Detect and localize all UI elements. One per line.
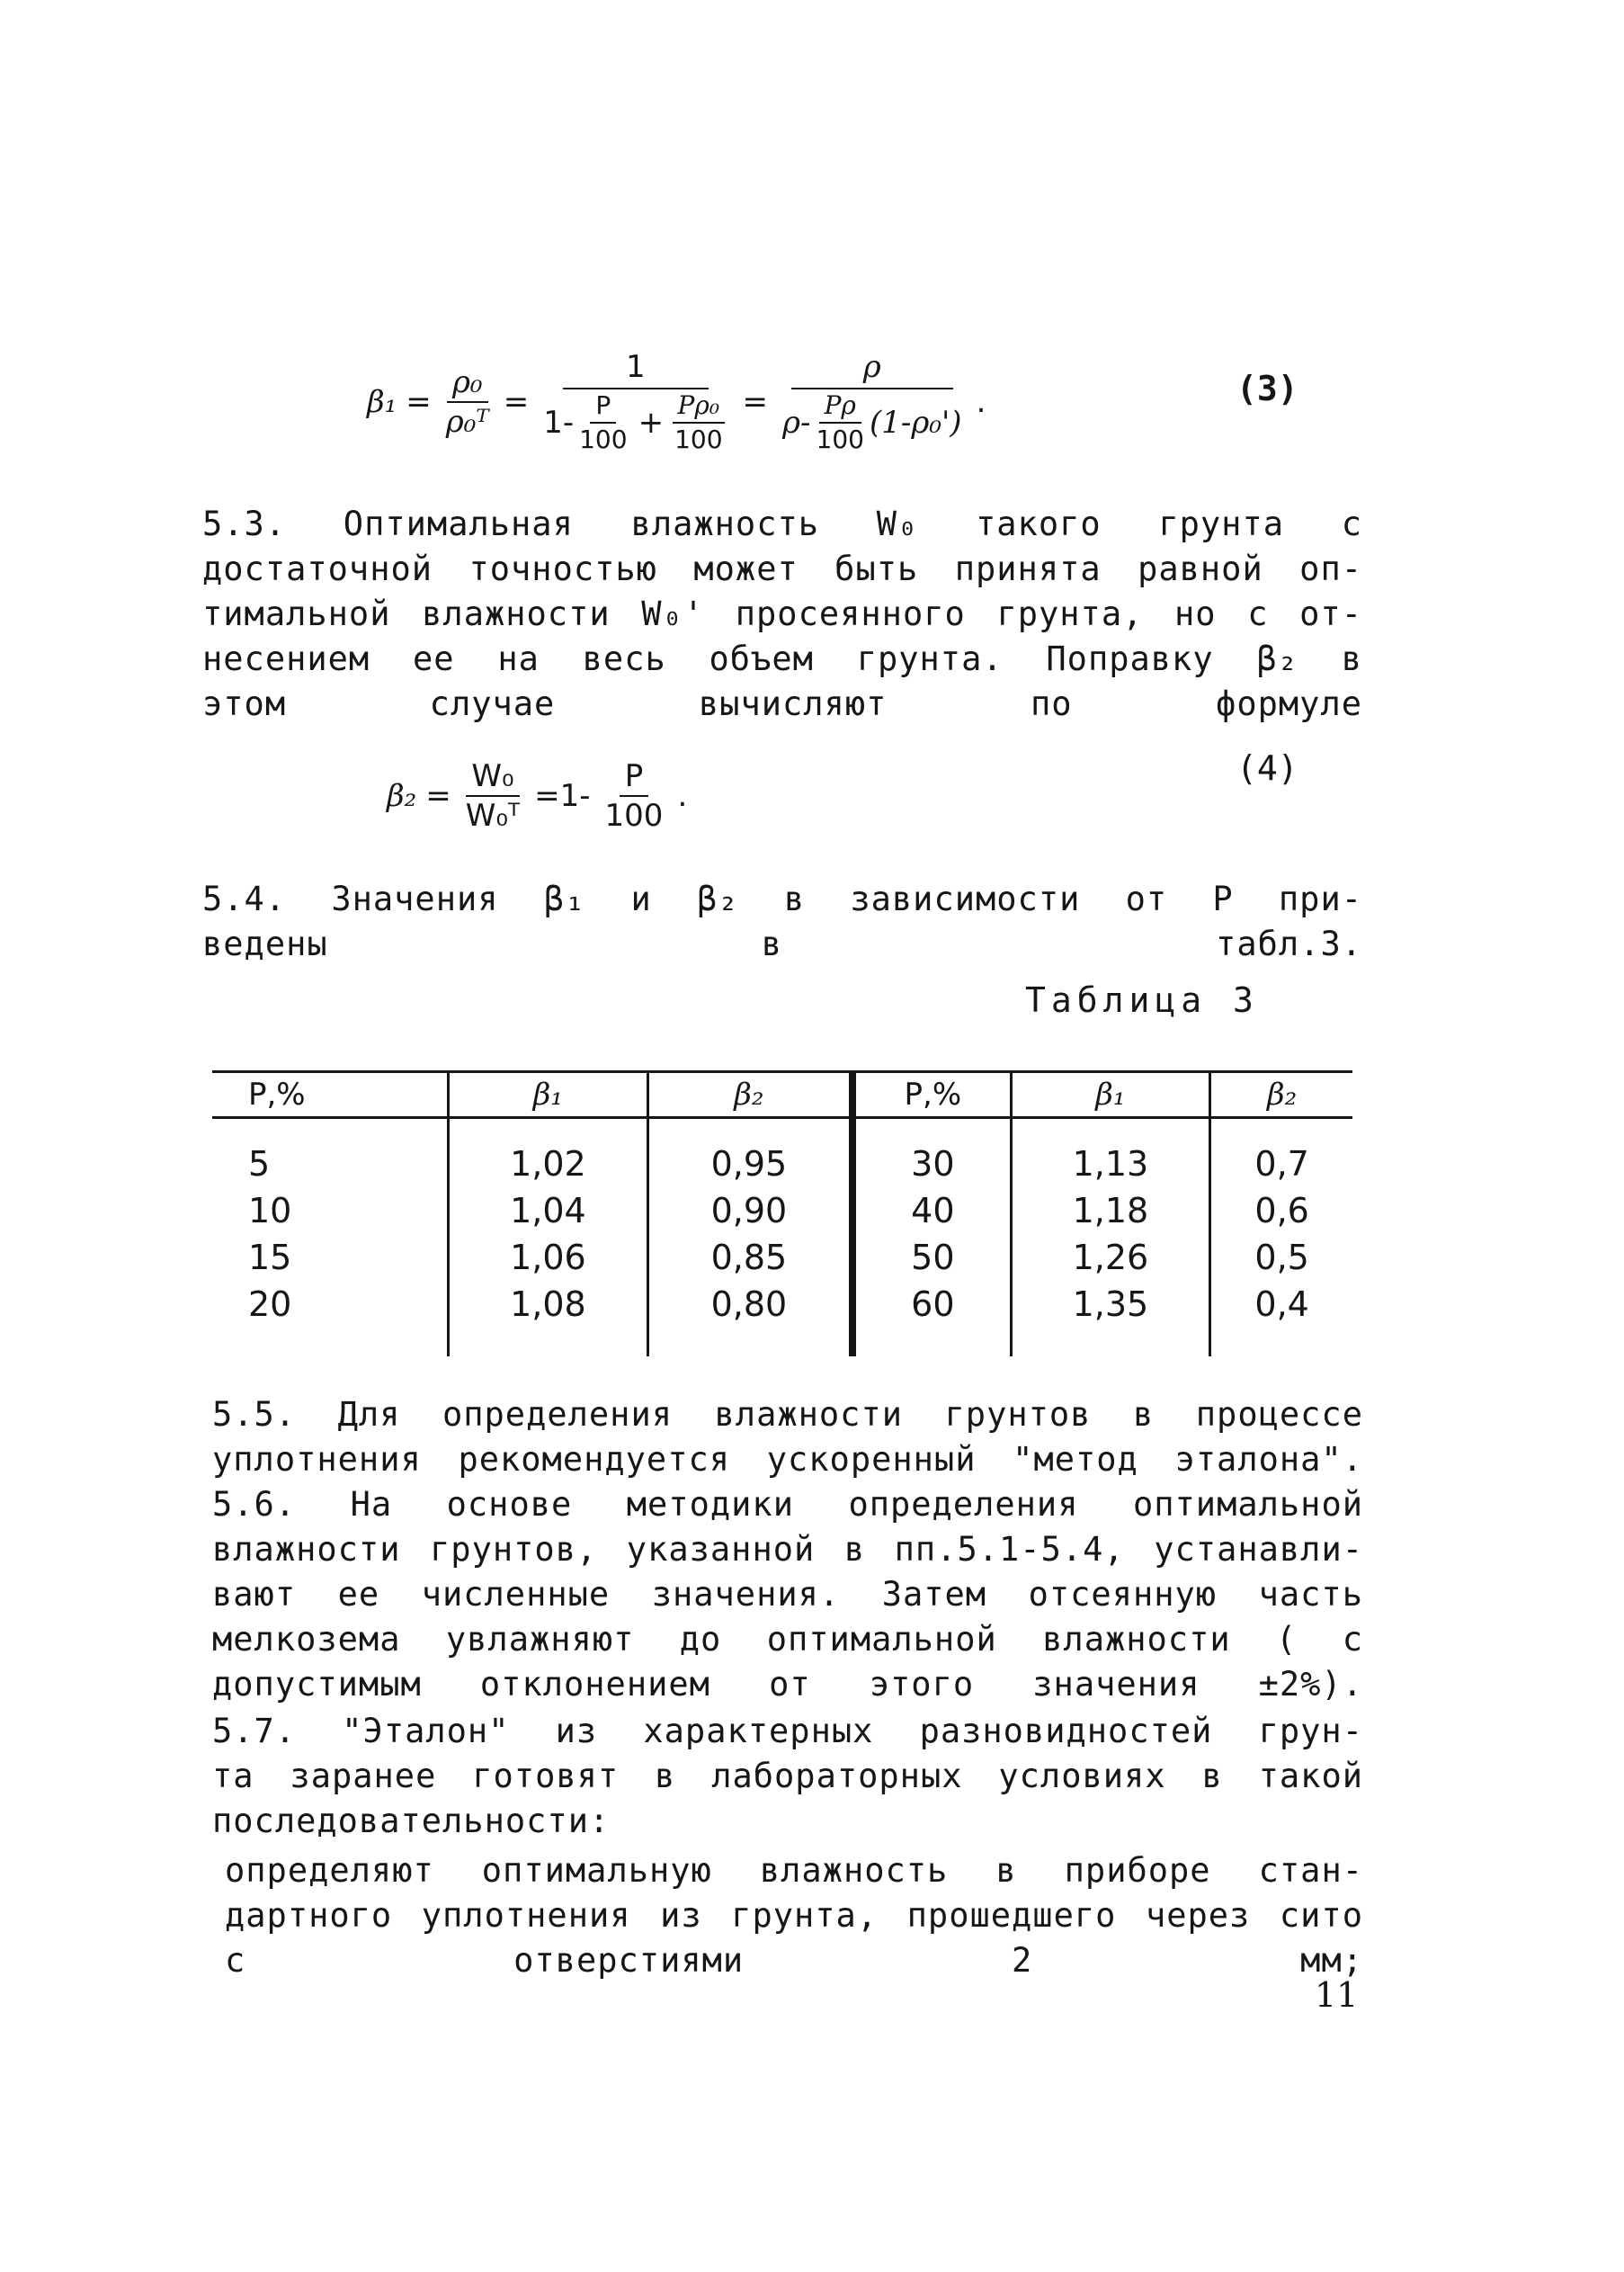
table-row: 20 1,08 0,80 60 1,35 0,4: [212, 1281, 1352, 1328]
paragraph-5-4: 5.4. Значения β₁ и β₂ в зависимости от P при- ведены в табл.3.: [202, 880, 1362, 963]
paragraph-5-6: 5.6. На основе методики определения оптимальной влажности грунтов, указанной в пп.5.1-5.4, устанавли- вают ее численные значения. Затем отсеянную часть мелкозема увлажняют до оптимальной влажности ( с допустимым отклонением от этого значения ±2%).: [212, 1485, 1363, 1704]
paragraph-5-7: 5.7. "Эталон" из характерных разновидностей грун- та заранее готовят в лабораторных условиях в такой последовательности:: [212, 1712, 1363, 1840]
formula-3-lhs: β₁: [367, 384, 397, 420]
paragraph-step: определяют оптимальную влажность в приборе стан- дартного уплотнения из грунта, прошедшего через сито с отверстиями 2 мм;: [225, 1851, 1363, 1980]
formula-4: β₂ = $\frac{\text{W₀}}{\text{W₀ᵀ}}$ =1- $\frac{P}{100}$ .: [387, 758, 688, 834]
table-row: 15 1,06 0,85 50 1,26 0,5: [212, 1234, 1352, 1281]
table-caption: Таблица 3: [1025, 980, 1259, 1020]
table-header-row: P,% β₁ β₂ P,% β₁ β₂: [212, 1072, 1352, 1118]
table-row: 5 1,02 0,95 30 1,13 0,7: [212, 1140, 1352, 1187]
equation-number-4: (4): [1236, 748, 1298, 788]
formula-3-frac-2: 1 1- $\frac{P}{100}$ + $\frac{\text{Pρ₀}}{100}$: [538, 352, 733, 452]
table-3: [212, 1070, 1352, 1356]
page-number: 11: [1315, 1975, 1359, 2015]
paragraph-5-3: 5.3. Оптимальная влажность W₀ такого грунта с достаточной точностью может быть принята равной оп- тимальной влажности W₀' просеянного грунта, но с от- несением ее на весь объем грунта. Поправку β₂ в этом случае вычисляют по формуле: [202, 505, 1362, 723]
table-row: 10 1,04 0,90 40 1,18 0,6: [212, 1187, 1352, 1234]
formula-3: β₁ = $\frac{\text{ρ₀}}{\text{ρ₀ᵀ}}$ = 1 1- $\frac{P}{100}$ + $\frac{\text{Pρ₀}}{100}$ = ρ ρ- $\frac{P\rho}{100}$ (1-ρ₀') .: [367, 349, 986, 454]
formula-3-frac-3: ρ ρ- $\frac{P\rho}{100}$ (1-ρ₀'): [782, 349, 962, 454]
paragraph-5-5: 5.5. Для определения влажности грунтов в процессе уплотнения рекомендуется ускоренный "метод эталона".: [212, 1395, 1363, 1479]
equation-number-3: (3): [1236, 369, 1298, 408]
formula-3-frac-1: $\frac{\text{ρ₀}}{\text{ρ₀ᵀ}}$: [445, 364, 489, 440]
